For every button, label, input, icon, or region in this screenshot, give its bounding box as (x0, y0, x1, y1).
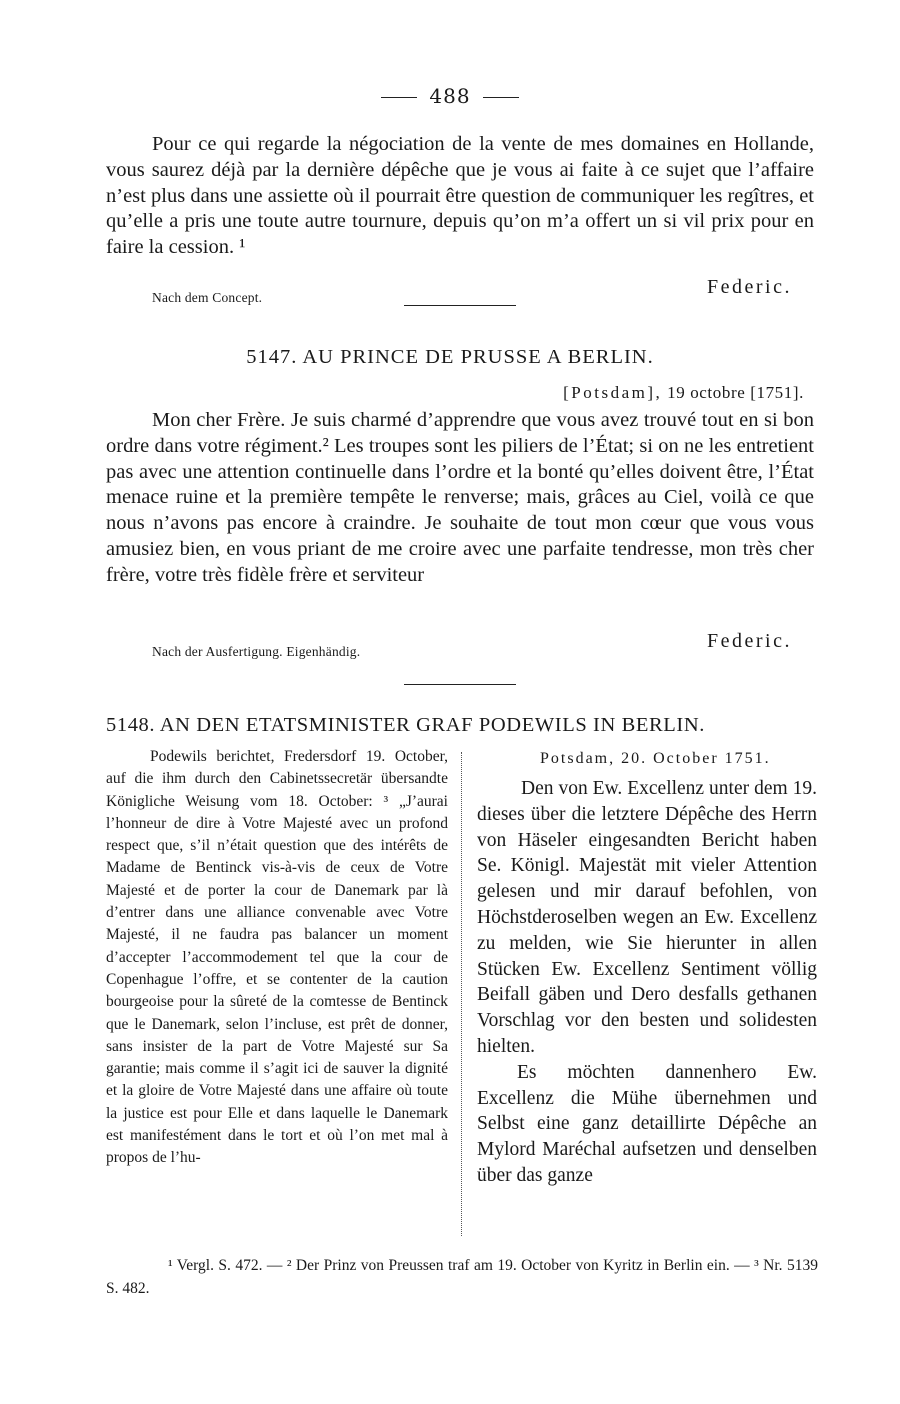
letter2-date-place: [Potsdam], (563, 383, 663, 402)
letter3-paragraph-1: Den von Ew. Excellenz unter dem 19. dieses über die letztere Dépêche des Herrn von Häseler eingesandten Bericht haben Se. Königl. Majestät mit vieler Attention gelesen und mir darauf befohlen, von Höchstderoselben wegen an Ew. Excellenz zu melden, wie Sie hierunter in allen Stücken Ew. Excellenz Sentiment völlig Beifall gäben und Dero desfalls gethanen Vorschlag vor den besten und solidesten hielten. (477, 778, 817, 1057)
letter2-text: Mon cher Frère. Je suis charmé d’apprendre que vous avez trouvé tout en si bon ordre dans votre régiment.² Les troupes sont les piliers de l’État; si on ne les entretient pas avec une attention continuelle dans l’ordre et la bonté qu’elles doivent être, l’État menace ruine et la première tempête le renverse; mais, grâces au Ciel, voilà ce que nous n’avons pas encore à craindre. Je souhaite de tout mon cœur que vous vous amusiez bien, en vous priant de me croire avec une parfaite tendresse, mon très cher frère, votre très fidèle frère et serviteur (106, 409, 814, 586)
letter3-heading: 5148. AN DEN ETATSMINISTER GRAF PODEWILS IN BERLIN. (106, 714, 705, 736)
page-number (0, 84, 900, 108)
letter1-text: Pour ce qui regarde la négociation de la vente de mes domaines en Hollande, vous saurez déjà par la dernière dépêche que je vous ai faite à ce sujet que l’affaire n’est plus dans une assiette où il pourrait être question de communiquer les regîtres, et qu’elle a pris une toute autre tournure, depuis qu’on m’a offert un si vil prix pour en faire la cession. ¹ (106, 133, 814, 259)
letter1-body (106, 132, 814, 261)
separator-rule-2 (404, 684, 516, 685)
letter2-source-note: Nach der Ausfertigung. Eigenhändig. (152, 644, 361, 659)
letter2-dateline (563, 383, 804, 403)
letter1-signature: Federic. (707, 276, 792, 298)
column-divider (461, 752, 462, 1236)
letter2-signature: Federic. (707, 630, 792, 652)
letter1-source-note: Nach dem Concept. (152, 290, 263, 305)
letter2-date: 19 octobre [1751]. (667, 383, 804, 402)
letter3-letter-column (477, 776, 817, 1189)
folio-dash-left (381, 97, 417, 98)
letter3-paragraph-2: Es möchten dannenhero Ew. Excellenz die Mühe übernehmen und Selbst eine ganz detaillirte Dépêche an Mylord Maréchal aufsetzen und denselben über das ganze (477, 1061, 817, 1186)
letter3-dateline: Potsdam, 20. October 1751. (540, 750, 771, 767)
page-number-text: 488 (429, 84, 471, 108)
footnotes-text: ¹ Vergl. S. 472. — ² Der Prinz von Preussen traf am 19. October von Kyritz in Berlin ein. — ³ Nr. 5139 S. 482. (106, 1257, 818, 1297)
letter3-summary-column (106, 746, 448, 1170)
footnotes (106, 1254, 818, 1300)
letter3-summary-text: Podewils berichtet, Fredersdorf 19. October, auf die ihm durch den Cabinetssecretär übersandte Königliche Weisung vom 18. October: ³ „J’aurai l’honneur de dire à Votre Majesté avec un profond respect que, s’il n’était question que des intérêts de Madame de Bentinck vis-à-vis de ceux de Votre Majesté et de porter la cour de Danemark par là d’entrer dans une alliance convenable avec Votre Majesté, il ne faudra pas balancer un moment d’accepter l’accommodement tel que la cour de Copenhague l’offre, et se contenter de la caution bourgeoise pour la sûreté de la comtesse de Bentinck que le Danemark, selon l’incluse, est prêt de donner, sans insister de la part de Votre Majesté sur Sa garantie; mais comme il s’agit ici de sauver la dignité et la gloire de Votre Majesté dans une affaire où toute la justice est pour Elle et dans laquelle le Danemark est manifestément dans le tort et où l’on met mal à propos de l’hu- (106, 748, 448, 1167)
separator-rule-1 (404, 305, 516, 306)
letter2-body (106, 408, 814, 589)
letter2-heading: 5147. AU PRINCE DE PRUSSE A BERLIN. (246, 346, 654, 368)
folio-dash-right (483, 97, 519, 98)
